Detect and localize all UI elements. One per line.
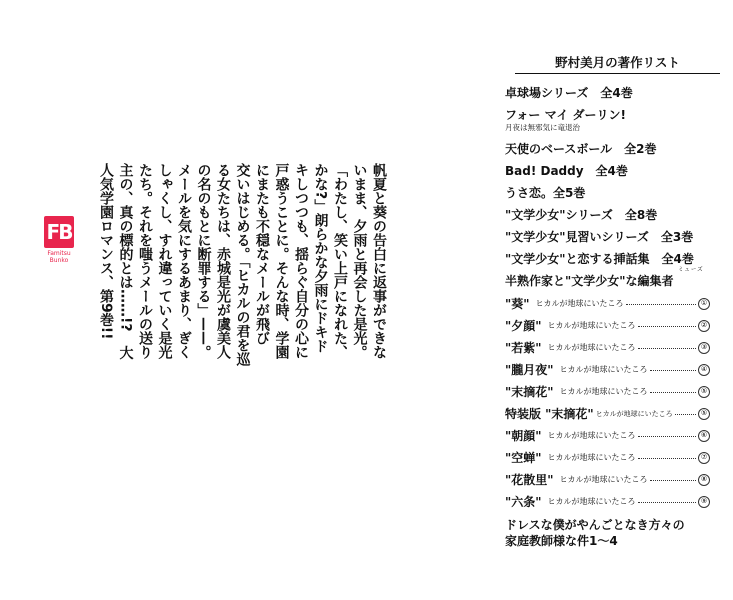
synopsis-line: にまたも不穏なメールが飛び: [254, 163, 270, 345]
booklist-entry: Bad! Daddy 全4巻: [505, 164, 628, 178]
leader-dots: [650, 479, 696, 481]
booklist-entry: "文学少女"見習いシリーズ 全3巻: [505, 230, 694, 244]
hikaru-entry: [505, 471, 710, 488]
leader-dots: [638, 325, 696, 327]
author-booklist: [500, 0, 733, 600]
synopsis-line: いまま、夕雨と再会した是光。: [351, 163, 368, 359]
booklist-title: 野村美月の著作リスト: [515, 50, 720, 74]
booklist-entry: "文学少女"と恋する挿話集 全4巻: [505, 252, 694, 266]
booklist-entry: 半熟作家と"文学少女"な編集者: [505, 274, 674, 288]
leader-dots: [650, 369, 696, 371]
hikaru-series: ヒカルが地球にいたころ: [547, 321, 636, 330]
volume-number: ②: [698, 320, 710, 332]
synopsis-line: しゃくし、すれ違っていく是光: [156, 163, 173, 359]
hikaru-title: "朝顔": [505, 429, 542, 443]
synopsis-line: 主の、真の標的とは……!? 大: [117, 163, 134, 360]
hikaru-series: ヒカルが地球にいたころ: [559, 387, 648, 396]
hikaru-title: "末摘花": [505, 385, 554, 399]
hikaru-title: "空蝉": [505, 451, 542, 465]
synopsis-line: メールを気にするあまり、ぎく: [176, 163, 192, 359]
volume-number: ⑧: [698, 474, 710, 486]
synopsis-line: 交いはじめる。「ヒカルの君を巡: [234, 163, 251, 366]
leader-dots: [638, 501, 696, 503]
booklist-entry: "文学少女"シリーズ 全8巻: [505, 208, 658, 222]
booklist-entry: うさ恋。全5巻: [505, 186, 586, 200]
hikaru-entry: [505, 405, 710, 422]
hikaru-title: "夕顔": [505, 319, 542, 333]
booklist-entry-subtitle: 月夜は無邪気に竜退治: [505, 123, 580, 132]
hikaru-entry: [505, 317, 710, 334]
hikaru-entry: [505, 427, 710, 444]
hikaru-title: "葵": [505, 297, 530, 311]
volume-number: ⑥: [698, 430, 710, 442]
volume-number: ⑨: [698, 496, 710, 508]
booklist-entry: 卓球場シリーズ 全4巻: [505, 86, 633, 100]
hikaru-entry: [505, 493, 710, 510]
hikaru-title: "花散里": [505, 473, 554, 487]
leader-dots: [638, 435, 696, 437]
hikaru-series: ヒカルが地球にいたころ: [535, 299, 624, 308]
hikaru-entry: [505, 449, 710, 466]
synopsis-line: 戸惑うことに。そんな時、学園: [273, 163, 290, 359]
synopsis-line: かな?」朗らかな夕雨にドキド: [312, 163, 329, 354]
hikaru-series: ヒカルが地球にいたころ: [559, 475, 648, 484]
hikaru-title: "若紫": [505, 341, 542, 355]
leader-dots: [638, 457, 696, 459]
volume-number: ④: [698, 364, 710, 376]
volume-number: ⑤: [698, 386, 710, 398]
hikaru-title: "朧月夜": [505, 363, 554, 377]
volume-number: ①: [698, 298, 710, 310]
synopsis-line: たち。それを嗤うメールの送り: [137, 163, 153, 359]
hikaru-entry: [505, 295, 710, 312]
synopsis-line: 人気学園ロマンス、第9巻!!: [98, 163, 114, 340]
hikaru-series: ヒカルが地球にいたころ: [547, 431, 636, 440]
hikaru-series: ヒカルが地球にいたころ: [559, 365, 648, 374]
hikaru-entry: [505, 361, 710, 378]
hikaru-title: "六条": [505, 495, 542, 509]
synopsis-line: 帆夏と葵の告白に返事ができな: [371, 163, 387, 359]
leader-dots: [650, 391, 696, 393]
leader-dots: [675, 413, 696, 415]
synopsis-line: 「わたし、笑い上戸になれた、: [332, 163, 348, 359]
leader-dots: [638, 347, 696, 349]
ruby-text: ミューズ: [678, 267, 704, 273]
hikaru-series: ヒカルが地球にいたころ: [547, 453, 636, 462]
volume-number: ⑦: [698, 452, 710, 464]
booklist-entry: 家庭教師様な件1〜4: [505, 534, 618, 548]
volume-number: ⑤: [698, 408, 710, 420]
publisher-logo: FB: [44, 216, 74, 248]
booklist-entry: 天使のベースボール 全2巻: [505, 142, 657, 156]
volume-number: ③: [698, 342, 710, 354]
hikaru-entry: [505, 383, 710, 400]
synopsis-line: キしつつも、揺らぐ自分の心に: [293, 163, 309, 359]
synopsis-line: の名のもとに断罪する」——。: [195, 163, 212, 359]
leader-dots: [626, 303, 696, 305]
booklist-entry: ドレスな僕がやんごとなき方々の: [505, 518, 685, 532]
hikaru-title: 特装版 "末摘花": [505, 407, 594, 421]
hikaru-series: ヒカルが地球にいたころ: [595, 409, 673, 418]
hikaru-series: ヒカルが地球にいたころ: [547, 497, 636, 506]
hikaru-series: ヒカルが地球にいたころ: [547, 343, 636, 352]
booklist-entry: フォー マイ ダーリン!: [505, 108, 626, 122]
hikaru-entry: [505, 339, 710, 356]
publisher-logo-caption: Famitsu Bunko: [47, 250, 71, 264]
synopsis: [95, 163, 388, 548]
synopsis-line: る女たちは、赤城是光が虞美人: [215, 163, 231, 359]
